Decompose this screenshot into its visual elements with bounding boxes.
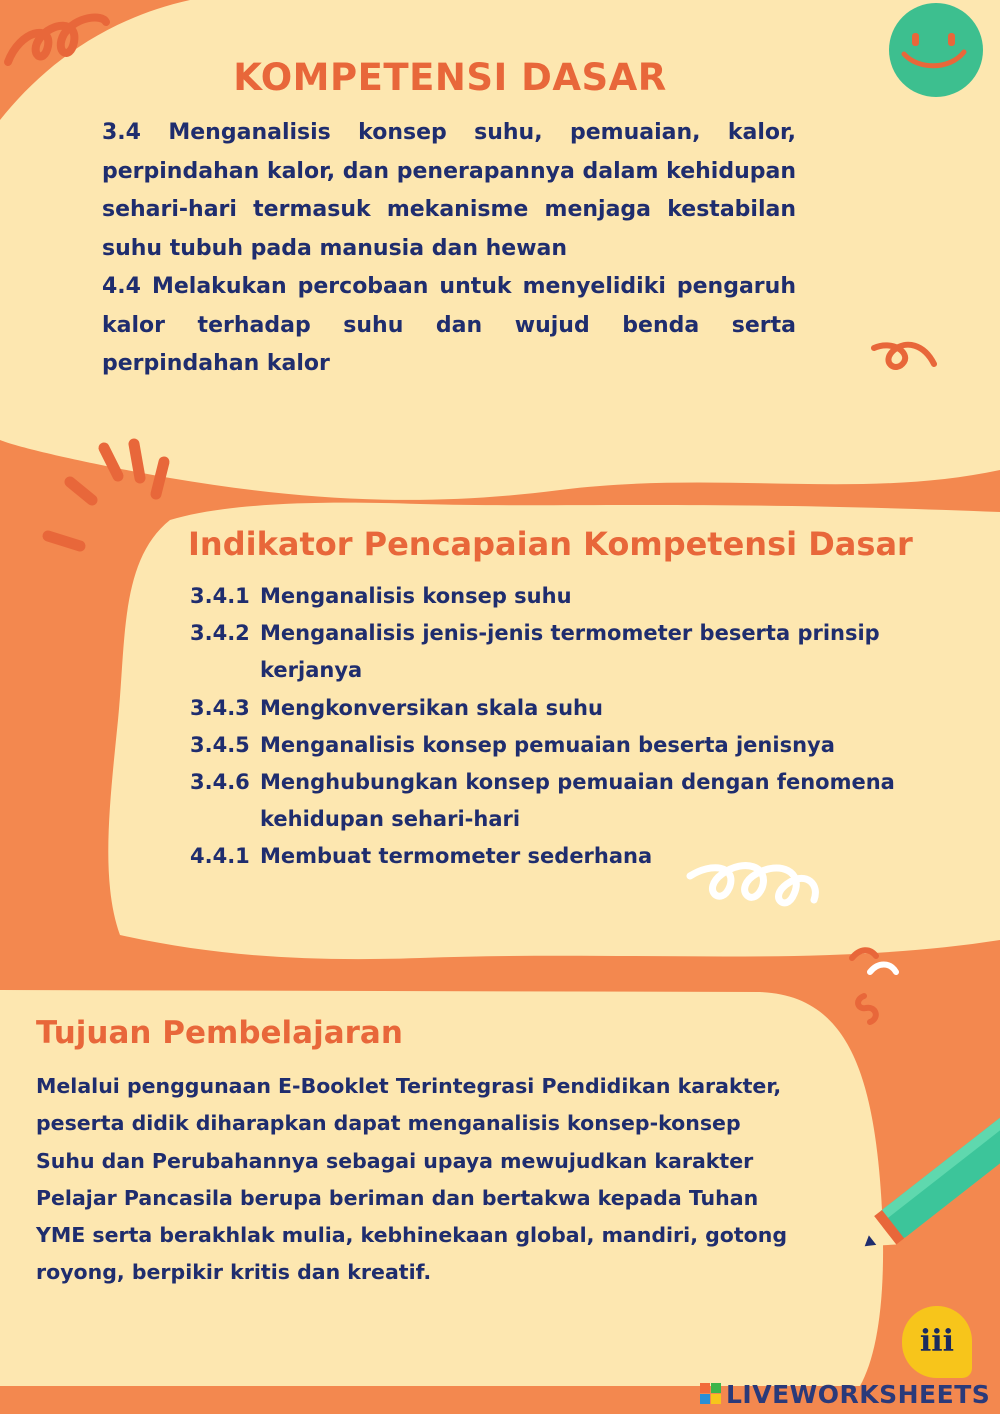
indikator-number: 4.4.1 <box>190 844 250 869</box>
kompetensi-item: 4.4 Melakukan percobaan untuk menyelidiki pengaruh kalor terhadap suhu dan wujud benda serta perpindahan kalor <box>102 274 796 376</box>
arc-mark-white <box>870 965 896 973</box>
indikator-title: Indikator Pencapaian Kompetensi Dasar <box>188 525 913 563</box>
kompetensi-dasar-list <box>102 114 796 384</box>
arc-mark-small <box>852 950 876 958</box>
indikator-item <box>190 838 960 875</box>
tujuan-title: Tujuan Pembelajaran <box>36 1015 403 1051</box>
indikator-text: Menganalisis konsep pemuaian beserta jenisnya <box>260 732 835 757</box>
smiley-icon <box>889 3 983 97</box>
indikator-item <box>190 615 960 689</box>
indikator-text: Menganalisis konsep suhu <box>260 584 572 608</box>
indikator-number: 3.4.3 <box>190 695 250 720</box>
indikator-item <box>190 727 960 764</box>
indikator-list <box>190 578 960 876</box>
indikator-text: Menganalisis jenis-jenis termometer beserta prinsip kerjanya <box>260 621 880 683</box>
indikator-text: Menghubungkan konsep pemuaian dengan fenomena kehidupan sehari-hari <box>260 770 895 832</box>
indikator-item <box>190 690 960 727</box>
indikator-item <box>190 578 960 615</box>
tujuan-body: Melalui penggunaan E-Booklet Terintegrasi Pendidikan karakter, peserta didik diharapkan dapat menganalisis konsep-konsep Suhu dan Perubahannya sebagai upaya mewujudkan karakter Pelajar Pancasila berupa beriman dan bertakwa kepada Tuhan YME serta berakhlak mulia, kebhinekaan global, mandiri, gotong royong, berpikir kritis dan kreatif. <box>36 1074 788 1285</box>
liveworksheets-brand[interactable] <box>700 1378 990 1410</box>
indikator-number: 3.4.2 <box>190 621 250 646</box>
s-mark-small <box>858 996 876 1022</box>
liveworksheets-logo-icon <box>700 1383 722 1405</box>
kompetensi-item: 3.4 Menganalisis konsep suhu, pemuaian, kalor, perpindahan kalor, dan penerapannya dalam kehidupan sehari-hari termasuk mekanisme menjaga kestabilan suhu tubuh pada manusia dan hewan <box>102 120 796 261</box>
indikator-text: Mengkonversikan skala suhu <box>260 695 603 720</box>
liveworksheets-name: LIVEWORKSHEETS <box>726 1379 991 1409</box>
indikator-number: 3.4.1 <box>190 584 250 608</box>
indikator-number: 3.4.6 <box>190 770 250 795</box>
indikator-text: Membuat termometer sederhana <box>260 844 653 869</box>
indikator-number: 3.4.5 <box>190 732 250 757</box>
kompetensi-dasar-title: KOMPETENSI DASAR <box>233 56 667 99</box>
liveworksheets-badge[interactable]: iii <box>902 1306 972 1378</box>
indikator-item <box>190 764 960 838</box>
